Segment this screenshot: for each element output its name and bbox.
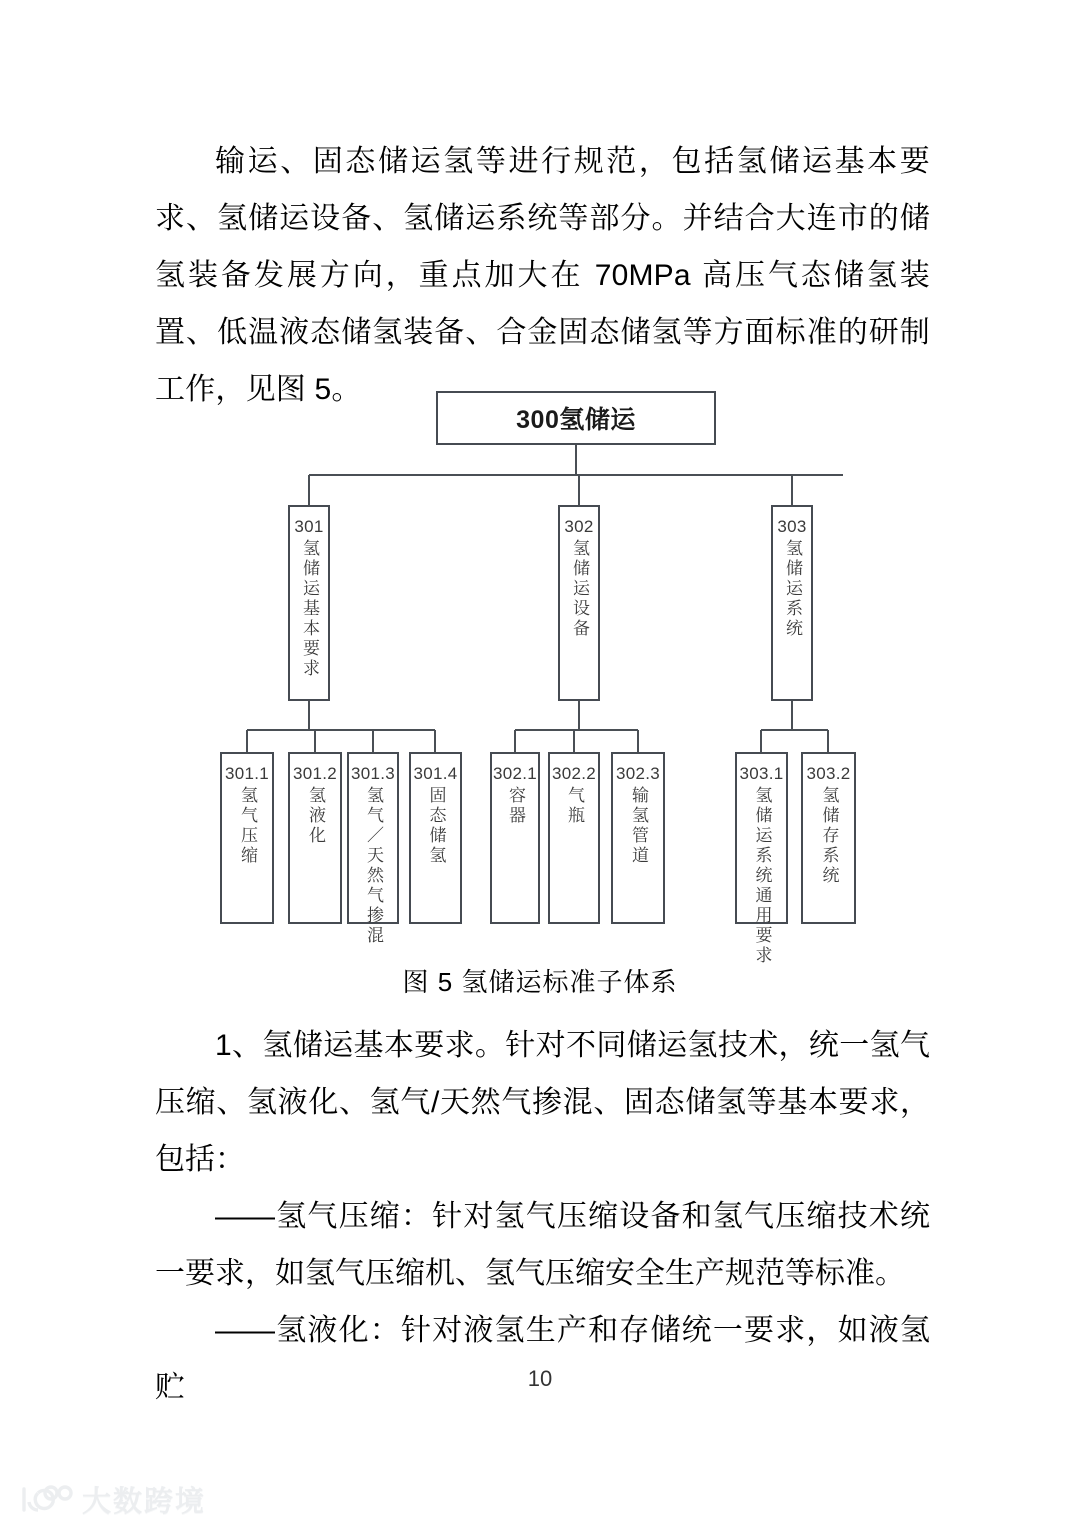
node-302-2 [548, 752, 600, 924]
node-302-3-number: 302.3 [615, 764, 661, 783]
node-301-1-number: 301.1 [224, 764, 270, 783]
brand-logo-icon [14, 1483, 74, 1517]
node-303-1-number: 303.1 [739, 764, 784, 783]
node-302-2-title: 气瓶 [565, 786, 584, 826]
page-number: 10 [527, 1366, 553, 1391]
node-301-2-number: 301.2 [292, 764, 338, 783]
paragraph-basic-requirements: 1、氢储运基本要求。针对不同储运氢技术，统一氢气压缩、氢液化、氢气/天然气掺混、固态储氢等基本要求，包括： [155, 1029, 930, 1176]
node-302 [558, 505, 600, 701]
node-302-3 [611, 752, 665, 924]
watermark-text: 大数跨境 [82, 1484, 207, 1518]
node-301-2-title: 氢液化 [306, 786, 325, 846]
node-302-1 [490, 752, 540, 924]
diagram-connectors [0, 370, 1080, 950]
node-302-title: 氢储运设备 [570, 539, 589, 639]
node-303-1-title: 氢储运系统通用要求 [752, 786, 772, 966]
node-300-root [436, 391, 716, 445]
node-302-1-title: 容器 [506, 786, 525, 826]
node-301 [288, 505, 330, 701]
node-301-title: 氢储运基本要求 [300, 539, 319, 679]
node-301-3-title: 氢气／天然气掺混 [364, 786, 383, 946]
paragraph-hydrogen-compression: ——氢气压缩：针对氢气压缩设备和氢气压缩技术统一要求，如氢气压缩机、氢气压缩安全生产规范等标准。 [155, 1200, 930, 1290]
node-301-2 [288, 752, 342, 924]
node-302-1-number: 302.1 [492, 764, 538, 783]
paragraph-hydrogen-liquefaction: ——氢液化：针对液氢生产和存储统一要求，如液氢贮 [155, 1314, 930, 1404]
node-301-1 [220, 752, 274, 924]
node-303-number: 303 [777, 517, 807, 536]
node-301-4-number: 301.4 [413, 764, 458, 783]
node-303-2 [801, 752, 856, 924]
node-301-number: 301 [294, 517, 324, 536]
node-303-title: 氢储运系统 [783, 539, 802, 639]
watermark [14, 1479, 206, 1520]
figure-5-diagram [0, 370, 1080, 950]
node-303-2-number: 303.2 [806, 764, 851, 783]
node-302-number: 302 [564, 517, 594, 536]
node-303-1 [735, 752, 788, 966]
node-301-4-title: 固态储氢 [426, 786, 446, 866]
figure-caption: 图 5 氢储运标准子体系 [402, 967, 678, 997]
paragraph-intro: 输运、固态储运氢等进行规范，包括氢储运基本要求、氢储运设备、氢储运系统等部分。并结合大连市的储氢装备发展方向，重点加大在 70MPa 高压气态储氢装置、低温液态储氢装备、合金固态储氢等方面标准的研制工作，见图 5。 [155, 145, 930, 406]
node-301-3-number: 301.3 [350, 764, 396, 783]
node-301-3 [347, 752, 399, 946]
node-303-2-title: 氢储存系统 [819, 786, 839, 886]
node-303 [771, 505, 813, 701]
node-301-1-title: 氢气压缩 [238, 786, 257, 866]
node-302-3-title: 输氢管道 [629, 786, 648, 866]
node-301-4 [409, 752, 462, 924]
node-302-2-number: 302.2 [551, 764, 597, 783]
node-300-label: 300氢储运 [516, 406, 636, 434]
